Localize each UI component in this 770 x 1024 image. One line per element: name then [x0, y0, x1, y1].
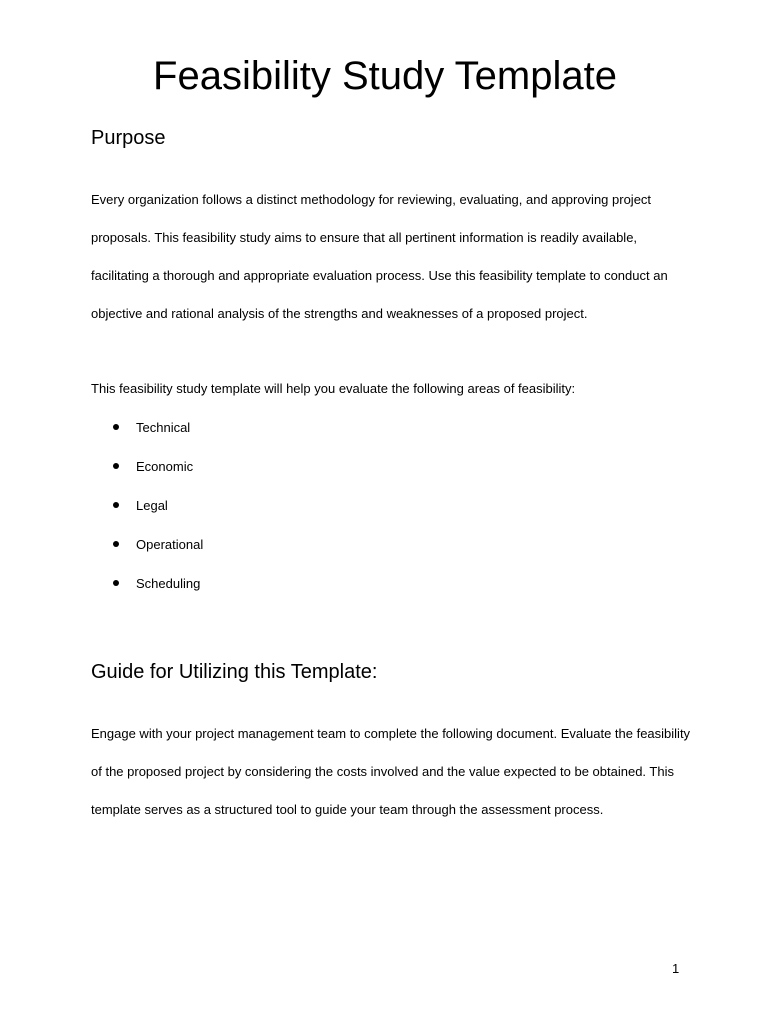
list-item	[91, 525, 203, 564]
purpose-heading: Purpose	[91, 127, 166, 149]
areas-lead-paragraph: This feasibility study template will help you evaluate the following areas of feasibility:	[91, 381, 576, 396]
bullet-icon	[113, 463, 119, 469]
guide-heading: Guide for Utilizing this Template:	[91, 661, 378, 683]
purpose-paragraph: Every organization follows a distinct methodology for reviewing, evaluating, and approving project proposals. This feasibility study aims to ensure that all pertinent information is readily available, facilitating a thorough and appropriate evaluation process. Use this feasibility template to conduct an objective and rational analysis of the strengths and weaknesses of a proposed project.	[91, 192, 668, 321]
list-item	[91, 447, 203, 486]
list-item	[91, 486, 203, 525]
area-label: Legal	[136, 498, 168, 513]
feasibility-areas-list	[91, 408, 203, 603]
bullet-icon	[113, 502, 119, 508]
bullet-icon	[113, 580, 119, 586]
list-item	[91, 564, 203, 603]
area-label: Technical	[136, 420, 191, 435]
bullet-icon	[113, 424, 119, 430]
list-item	[91, 408, 203, 447]
document-title: Feasibility Study Template	[153, 54, 617, 98]
area-label: Scheduling	[136, 576, 201, 591]
guide-paragraph: Engage with your project management team to complete the following document. Evaluate the feasibility of the proposed project by considering the costs involved and the value expected to be obtained. This template serves as a structured tool to guide your team through the assessment process.	[91, 726, 691, 817]
page-number: 1	[672, 961, 680, 976]
bullet-icon	[113, 541, 119, 547]
area-label: Economic	[136, 459, 194, 474]
area-label: Operational	[136, 537, 204, 552]
